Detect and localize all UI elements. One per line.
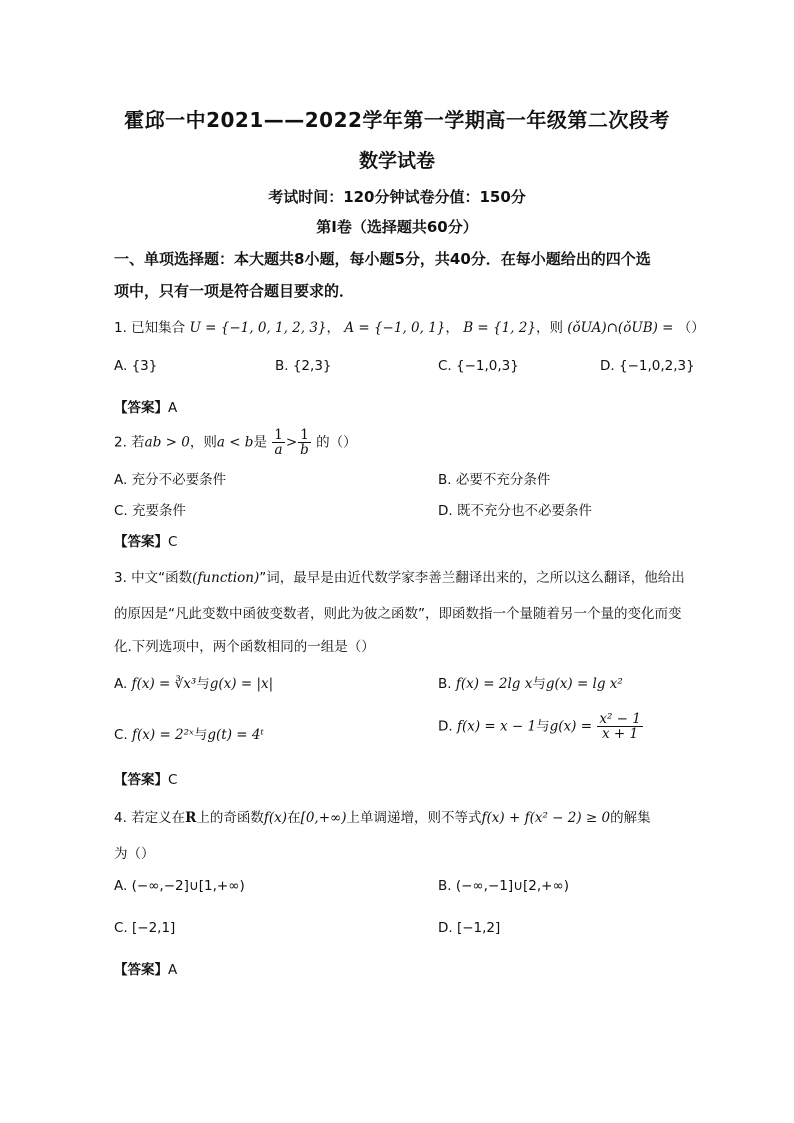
q2-answer-value: C	[168, 534, 178, 550]
q3-answer-value: C	[168, 772, 178, 788]
q3-a-g: g(x) = |x|	[209, 676, 274, 692]
q2-option-a: A. 充分不必要条件	[114, 472, 227, 488]
q1-option-b: B. {2,3}	[275, 358, 332, 374]
q3-line1-a: 3. 中文“函数	[114, 570, 193, 586]
q3-a-f: f(x) = ∛x³	[131, 676, 197, 692]
q2-mid-2: 是	[253, 434, 267, 451]
q3-d-f: f(x) = x − 1	[456, 718, 537, 735]
q3-option-a: A. f(x) = ∛x³与g(x) = |x|	[114, 676, 274, 692]
q1-prefix: 1. 已知集合	[114, 320, 186, 336]
q1-set-B: B = {1, 2}	[463, 320, 536, 336]
q4-real-set: R	[185, 810, 197, 826]
q1-option-d: D. {−1,0,2,3}	[600, 358, 695, 374]
q3-function-word: (function)	[192, 570, 260, 586]
q1-option-a: A. {3}	[114, 358, 158, 374]
answer-tag: 【答案】	[114, 534, 168, 550]
q3-answer	[114, 768, 177, 788]
q1-answer-value: A	[168, 400, 178, 416]
question-4-line-1: 4. 若定义在R上的奇函数f(x)在[0,+∞)上单调递增，则不等式f(x) + f(x² − 2) ≥ 0的解集	[114, 810, 651, 826]
question-4-line-2: 为（）	[114, 846, 155, 862]
question-3-line-2: 的原因是“凡此变数中函彼变数者，则此为彼之函数”，即函数指一个量随着另一个量的变化而变	[114, 606, 682, 622]
q2-suffix: 的（）	[316, 434, 357, 451]
q3-d-fraction: $\frac{\text{x² − 1}}{x + 1}$	[599, 711, 641, 743]
exam-subtitle: 数学试卷	[358, 150, 435, 172]
answer-tag: 【答案】	[114, 772, 168, 788]
q2-option-c: C. 充要条件	[114, 503, 187, 519]
q2-option-b: B. 必要不充分条件	[438, 472, 551, 488]
answer-tag: 【答案】	[114, 400, 168, 416]
q2-answer	[114, 530, 177, 550]
q4-option-b: B. (−∞,−1]∪[2,+∞)	[438, 878, 569, 894]
q2-fraction-2: $\frac{1}{b}$	[300, 427, 309, 459]
q1-set-A: A = {−1, 0, 1}	[344, 320, 446, 336]
q3-c-f: f(x) = 2²ˣ	[132, 727, 194, 743]
q3-option-d: D. f(x) = x − 1与g(x) = $\frac{\text{x² − 1}}{x + 1}$	[438, 711, 641, 743]
question-3-line-1	[114, 566, 685, 586]
q4-option-a: A. (−∞,−2]∪[1,+∞)	[114, 878, 245, 894]
q4-option-c: C. [−2,1]	[114, 920, 176, 936]
exam-info: 考试时间：120分钟试卷分值：150分	[268, 188, 526, 206]
q2-condition-2: a < b	[216, 434, 254, 451]
q4-interval: [0,+∞)	[300, 810, 347, 826]
q3-b-f: f(x) = 2lg x	[455, 676, 533, 692]
q2-option-d: D. 既不充分也不必要条件	[438, 503, 592, 519]
q2-mid: ，则	[189, 434, 217, 451]
q4-fx: f(x)	[263, 810, 288, 826]
q3-b-g: g(x) = lg x²	[545, 676, 623, 692]
question-2-stem	[114, 428, 357, 457]
q4-answer	[114, 958, 177, 978]
question-1-stem: 1. 已知集合 U = {−1, 0, 1, 2, 3}， A = {−1, 0, 1}， B = {1, 2}，则 (ǒUA)∩(ǒUB) = （）	[114, 320, 705, 336]
q1-option-c: C. {−1,0,3}	[438, 358, 519, 374]
q1-suffix: （）	[677, 320, 705, 336]
q2-prefix: 2. 若	[114, 434, 145, 451]
q2-gt: >	[285, 434, 298, 451]
q4-answer-value: A	[168, 962, 178, 978]
answer-tag: 【答案】	[114, 962, 168, 978]
section-heading-line1: 一、单项选择题：本大题共8小题，每小题5分，共40分．在每小题给出的四个选	[114, 250, 651, 268]
q3-line1-b: ”词，最早是由近代数学家李善兰翻译出来的，之所以这么翻译，他给出	[259, 570, 685, 586]
q4-inequality: f(x) + f(x² − 2) ≥ 0	[481, 810, 611, 826]
q3-option-b: B. f(x) = 2lg x与g(x) = lg x²	[438, 676, 623, 692]
q1-set-U: U = {−1, 0, 1, 2, 3}	[189, 320, 327, 336]
q3-option-c: C. f(x) = 2²ˣ与g(t) = 4ᵗ	[114, 727, 264, 743]
q2-condition: ab > 0	[144, 434, 190, 451]
q1-expression: (ǒUA)∩(ǒUB) =	[567, 320, 674, 336]
q3-c-g: g(t) = 4ᵗ	[207, 727, 264, 743]
exam-title: 霍邱一中2021——2022学年第一学期高一年级第二次段考	[124, 108, 670, 132]
volume-heading: 第Ⅰ卷（选择题共60分）	[316, 218, 478, 236]
q4-option-d: D. [−1,2]	[438, 920, 501, 936]
section-heading-line2: 项中，只有一项是符合题目要求的．	[114, 282, 355, 300]
question-3-line-3: 化.下列选项中，两个函数相同的一组是（）	[114, 639, 375, 655]
q2-fraction-1: $\frac{1}{a}$	[274, 427, 283, 459]
q3-d-g: g(x) =	[549, 718, 593, 735]
q1-answer	[114, 396, 177, 416]
